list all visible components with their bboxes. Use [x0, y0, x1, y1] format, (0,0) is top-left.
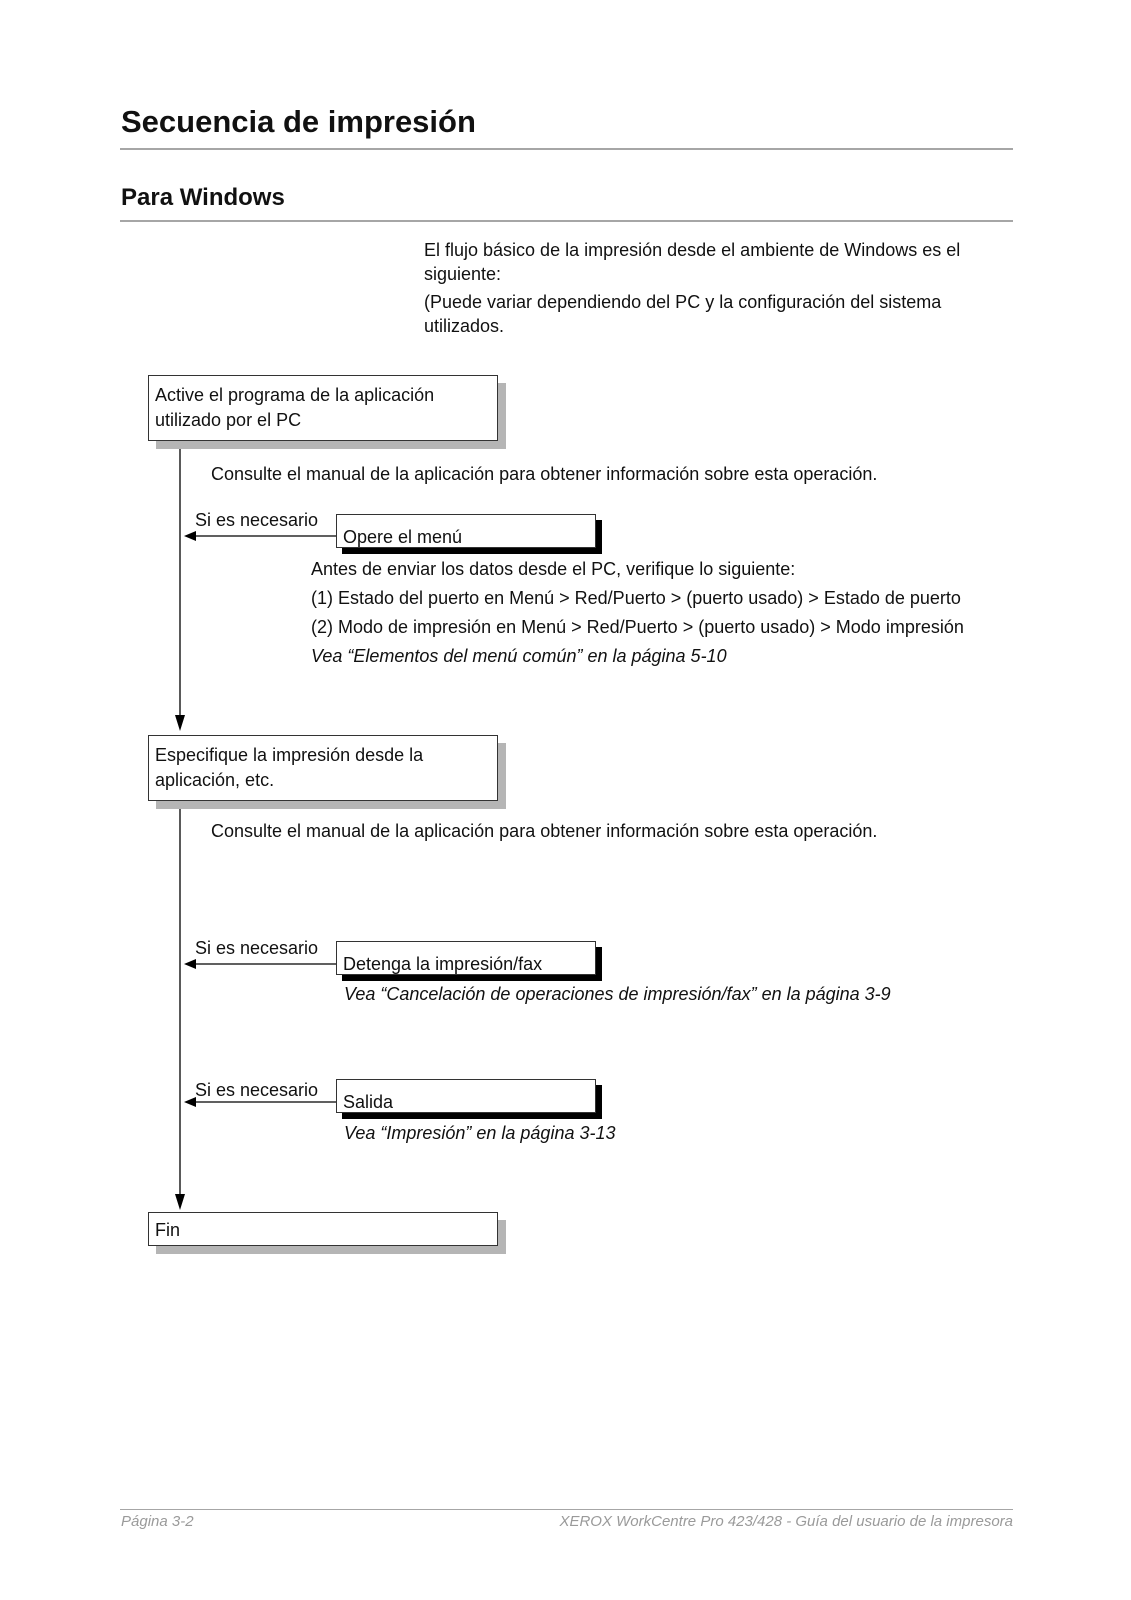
menu-note-3: (2) Modo de impresión en Menú > Red/Puerto > (puerto usado) > Modo impresión — [311, 617, 964, 637]
menu-note-1: Antes de enviar los datos desde el PC, verifique lo siguiente: — [311, 559, 796, 579]
flow-box-start — [148, 375, 498, 441]
stop-ref: Vea “Cancelación de operaciones de impresión/fax” en la página 3-9 — [344, 984, 891, 1004]
arrow-down-icon — [175, 1194, 185, 1210]
flow-box-start-line-1: Active el programa de la aplicación — [155, 385, 435, 405]
arrow-down-icon — [175, 715, 185, 731]
footer-page-number: Página 3-2 — [121, 1513, 194, 1530]
menu-note-2: (1) Estado del puerto en Menú > Red/Puerto > (puerto usado) > Estado de puerto — [311, 588, 961, 608]
menu-box: Opere el menú — [336, 514, 596, 548]
intro-line-4: utilizados. — [424, 316, 505, 336]
flow-box-end: Fin — [148, 1212, 498, 1246]
section-heading: Para Windows — [121, 184, 285, 211]
flow-box-specify-line-2: aplicación, etc. — [155, 770, 275, 790]
optional-label-exit: Si es necesario — [195, 1080, 319, 1100]
exit-ref: Vea “Impresión” en la página 3-13 — [344, 1123, 616, 1143]
exit-box: Salida — [336, 1079, 596, 1113]
flow-box-specify — [148, 735, 498, 801]
arrow-left-icon — [184, 531, 196, 541]
intro-line-1: El flujo básico de la impresión desde el ambiente de Windows es el — [424, 240, 961, 260]
intro-line-2: siguiente: — [424, 264, 502, 284]
optional-label-stop: Si es necesario — [195, 938, 319, 958]
note-consult-1: Consulte el manual de la aplicación para obtener información sobre esta operación. — [211, 464, 878, 484]
menu-note-ref: Vea “Elementos del menú común” en la página 5-10 — [311, 646, 727, 666]
note-consult-2: Consulte el manual de la aplicación para obtener información sobre esta operación. — [211, 821, 878, 841]
intro-line-3: (Puede variar dependiendo del PC y la configuración del sistema — [424, 292, 942, 312]
optional-label-menu: Si es necesario — [195, 510, 319, 530]
footer-rule — [120, 1509, 1013, 1510]
flow-box-specify-line-1: Especifique la impresión desde la — [155, 745, 424, 765]
page-title: Secuencia de impresión — [121, 104, 476, 139]
flow-box-start-line-2: utilizado por el PC — [155, 410, 302, 430]
stop-box: Detenga la impresión/fax — [336, 941, 596, 975]
footer-document-title: XEROX WorkCentre Pro 423/428 - Guía del usuario de la impresora — [559, 1513, 1013, 1530]
arrow-left-icon — [184, 959, 196, 969]
